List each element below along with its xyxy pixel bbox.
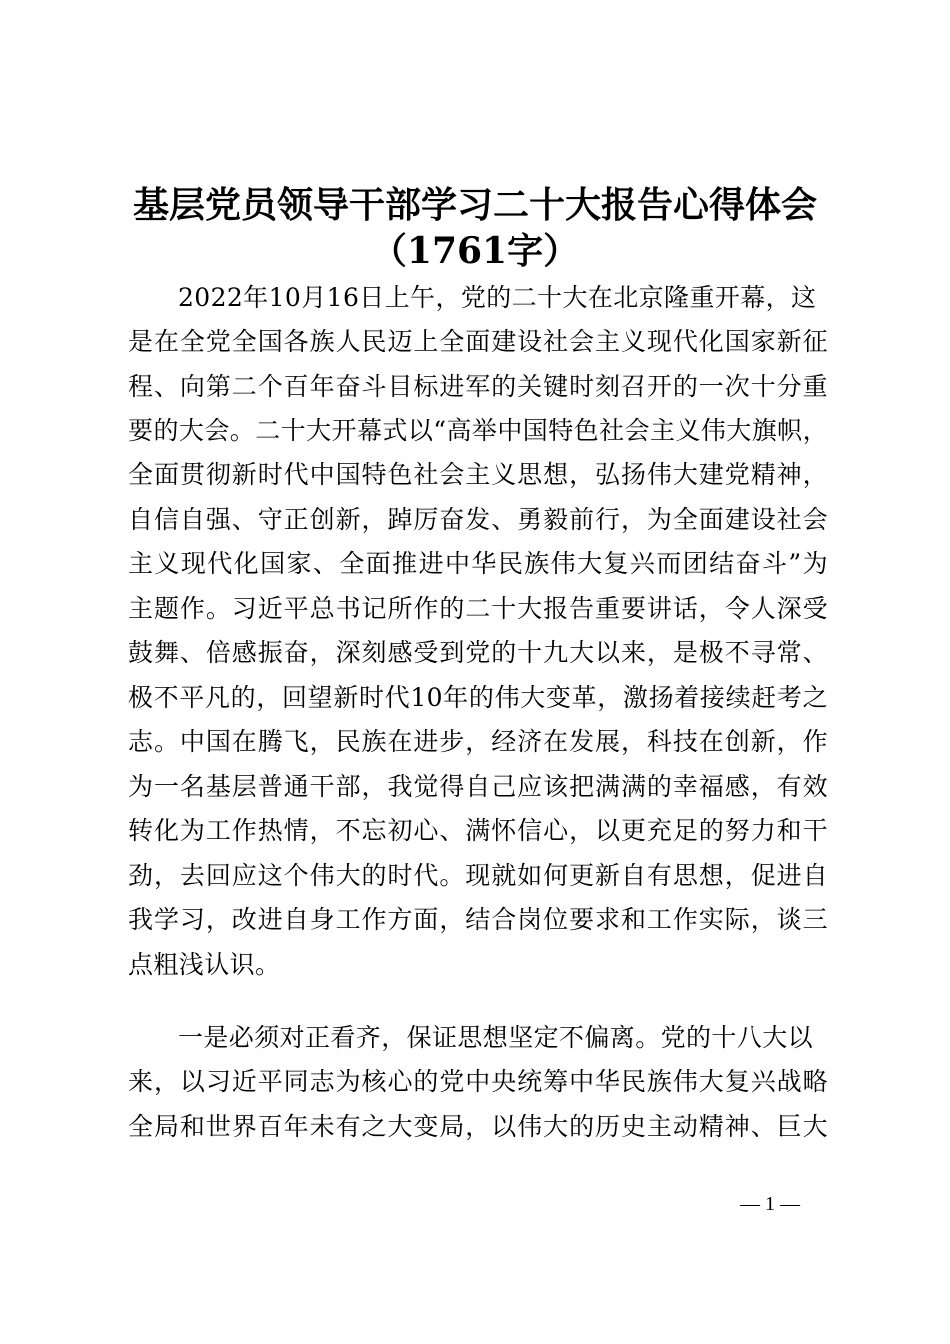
- paragraph-2-line-2: 来，以习近平同志为核心的党中央统筹中华民族伟大复兴战略: [128, 1067, 828, 1096]
- paragraph-1-line-5: 全面贯彻新时代中国特色社会主义思想，弘扬伟大建党精神，: [128, 460, 828, 489]
- paragraph-1-line-4: 要的大会。二十大开幕式以“高举中国特色社会主义伟大旗帜，: [128, 416, 828, 445]
- paragraph-1-line-16: 点粗浅认识。: [128, 950, 281, 979]
- paragraph-1-line-15: 我学习，改进自身工作方面，结合岗位要求和工作实际，谈三: [128, 905, 828, 934]
- paragraph-1-line-8: 主题作。习近平总书记所作的二十大报告重要讲话，令人深受: [128, 594, 828, 623]
- paragraph-1-line-6: 自信自强、守正创新，踔厉奋发、勇毅前行，为全面建设社会: [128, 505, 828, 534]
- paragraph-1-line-9: 鼓舞、倍感振奋，深刻感受到党的十九大以来，是极不寻常、: [128, 638, 828, 667]
- paragraph-1-line-12: 为一名基层普通干部，我觉得自己应该把满满的幸福感，有效: [128, 772, 828, 801]
- document-title: 基层党员领导干部学习二十大报告心得体会: [132, 184, 817, 226]
- paragraph-1-line-10: 极不平凡的，回望新时代10年的伟大变革，激扬着接续赶考之: [128, 683, 828, 712]
- paragraph-2-line-3: 全局和世界百年未有之大变局，以伟大的历史主动精神、巨大: [128, 1112, 828, 1141]
- paragraph-1-line-13: 转化为工作热情，不忘初心、满怀信心，以更充足的努力和干: [128, 816, 828, 845]
- document-subtitle: （1761字）: [370, 230, 580, 272]
- paragraph-1-line-1: 2022年10月16日上午，党的二十大在北京隆重开幕，这: [178, 283, 817, 312]
- paragraph-1-line-11: 志。中国在腾飞，民族在进步，经济在发展，科技在创新，作: [128, 727, 828, 756]
- paragraph-1-line-3: 程、向第二个百年奋斗目标进军的关键时刻召开的一次十分重: [128, 372, 828, 401]
- paragraph-1-line-7: 主义现代化国家、全面推进中华民族伟大复兴而团结奋斗”为: [128, 549, 828, 578]
- page-number: — 1 —: [740, 1193, 800, 1215]
- paragraph-2-line-1: 一是必须对正看齐，保证思想坚定不偏离。党的十八大以: [178, 1023, 814, 1052]
- paragraph-1-line-14: 劲，去回应这个伟大的时代。现就如何更新自有思想，促进自: [128, 861, 828, 890]
- paragraph-1-line-2: 是在全党全国各族人民迈上全面建设社会主义现代化国家新征: [128, 327, 828, 356]
